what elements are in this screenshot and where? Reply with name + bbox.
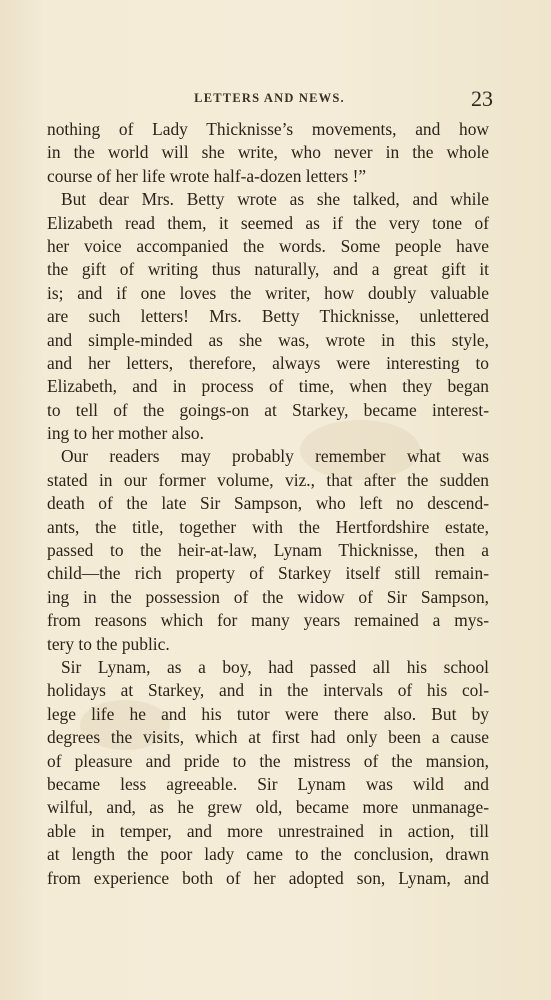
text-line: Sir Lynam, as a boy, had passed all his school [61,656,489,677]
text-line: tery to the public. [47,633,170,654]
text-line: passed to the heir-at-law, Lynam Thicknisse, then a [47,540,489,561]
page-number: 23 [471,86,493,111]
text-line: nothing of Lady Thicknisse’s movements, and how [47,119,489,139]
running-head [46,86,493,110]
text-line: ing to her mother also. [47,423,204,444]
text-line: her voice accompanied the words. Some people have [47,235,489,256]
text-line: ants, the title, together with the Hertfordshire estate, [47,516,489,537]
text-line: is; and if one loves the writer, how doubly valuable [47,282,489,303]
text-line: Elizabeth read them, it seemed as if the very tone of [47,212,489,233]
text-line: lege life he and his tutor were there also. But by [47,703,489,724]
text-line: became less agreeable. Sir Lynam was wild and [47,773,489,794]
text-line: from experience both of her adopted son, Lynam, and [47,867,489,888]
text-line: But dear Mrs. Betty wrote as she talked, and while [61,189,489,210]
text-line: of pleasure and pride to the mistress of the mansion, [47,750,489,771]
text-line: and simple-minded as she was, wrote in this style, [47,329,489,350]
text-line: degrees the visits, which at first had only been a cause [47,727,489,748]
text-line: at length the poor lady came to the conclusion, drawn [47,844,489,865]
text-line: wilful, and, as he grew old, became more unmanage- [47,797,489,818]
text-line: Our readers may probably remember what was [61,446,489,467]
text-line: course of her life wrote half-a-dozen letters !” [47,165,367,186]
text-line: in the world will she write, who never in the whole [47,142,489,163]
text-line: able in temper, and more unrestrained in action, till [47,820,489,841]
text-line: stated in our former volume, viz., that after the sudden [47,469,489,490]
text-line: and her letters, therefore, always were interesting to [47,352,489,373]
text-line: Elizabeth, and in process of time, when they began [47,376,489,397]
text-line: to tell of the goings-on at Starkey, became interest- [47,399,489,420]
text-line: child—the rich property of Starkey itself still remain- [47,563,489,584]
text-line: the gift of writing thus naturally, and a great gift it [47,259,489,280]
text-line: from reasons which for many years remained a mys- [47,610,489,631]
text-line: death of the late Sir Sampson, who left no descend- [47,493,489,514]
text-line: ing in the possession of the widow of Sir Sampson, [47,586,489,607]
body-text [47,118,489,890]
text-line: are such letters! Mrs. Betty Thicknisse, unlettered [47,306,489,327]
text-line: holidays at Starkey, and in the intervals of his col- [47,680,489,701]
running-title: LETTERS AND NEWS. [194,91,345,105]
